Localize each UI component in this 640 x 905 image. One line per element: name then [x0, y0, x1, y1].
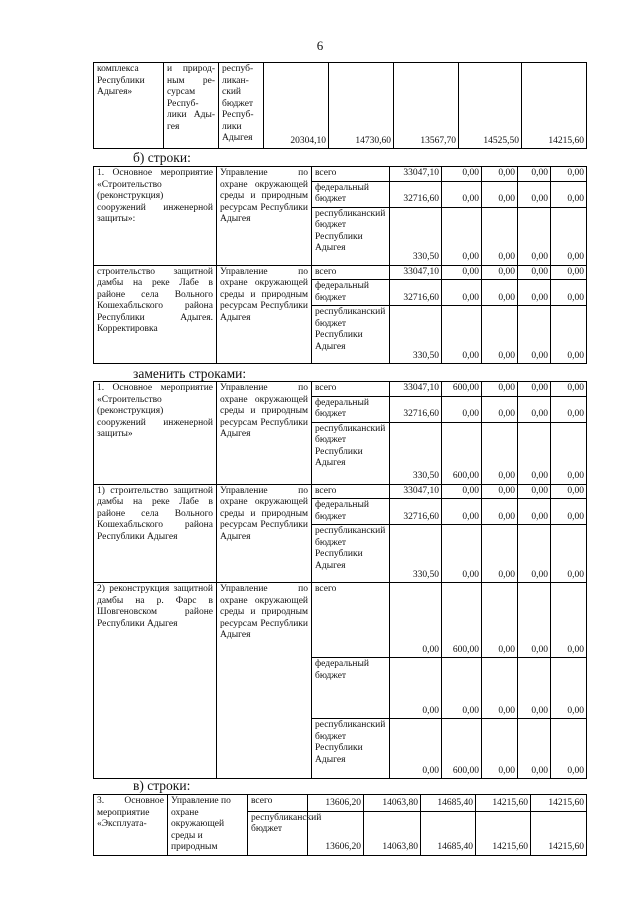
- top-fragment-org: и природ-ным ре-сурсам Респуб-лики Ады-гея: [164, 63, 219, 149]
- table-cell: 0,00: [551, 484, 587, 499]
- row-title: 1) строительство защитной дамбы на реке Лабе в районе села Вольного Кошехабльского района Республики Адыгея: [94, 484, 217, 583]
- table-cell: 0,00: [482, 499, 518, 525]
- table-cell: 0,00: [551, 382, 587, 397]
- funding-source: республиканский бюджет Республики Адыгея: [312, 719, 390, 779]
- table-cell: 0,00: [518, 525, 551, 583]
- row-organization: Управление по охране окружающей среды и природным ресурсам Республики Адыгея: [217, 484, 312, 583]
- table-cell: 0,00: [482, 207, 518, 265]
- funding-source: республиканский бюджет Республики Адыгея: [312, 207, 390, 265]
- table-cell: 0,00: [551, 719, 587, 779]
- heading-v: в) строки:: [133, 778, 191, 793]
- table-cell: 0,00: [482, 484, 518, 499]
- funding-source: республиканский бюджет Республики Адыгея: [312, 525, 390, 583]
- table-cell: 33047,10: [390, 265, 442, 280]
- table-cell: 600,00: [442, 719, 482, 779]
- table-cell: 14215,60: [476, 795, 531, 812]
- table-cell: 0,00: [518, 167, 551, 182]
- table-cell: 32716,60: [390, 499, 442, 525]
- table-cell: 0,00: [482, 280, 518, 306]
- row-title: 2) реконструкция защитной дамбы на р. Фарс в Шовгеновском районе Республики Адыгея: [94, 583, 217, 779]
- table-cell: 0,00: [482, 167, 518, 182]
- table-cell: 0,00: [551, 499, 587, 525]
- table-cell: 0,00: [442, 396, 482, 422]
- table-cell: 14215,60: [522, 63, 587, 149]
- table-cell: 13606,20: [308, 795, 364, 812]
- table-cell: 0,00: [518, 499, 551, 525]
- table-cell: 0,00: [518, 181, 551, 207]
- table-cell: 33047,10: [390, 382, 442, 397]
- table-cell: 14215,60: [531, 811, 587, 855]
- table-cell: 32716,60: [390, 396, 442, 422]
- table-cell: 0,00: [518, 306, 551, 364]
- row-title: 1. Основное мероприятие «Строительство (реконструкция) сооружений инженерной защиты»: [94, 382, 217, 485]
- table-cell: 0,00: [518, 207, 551, 265]
- replacement-table: [93, 381, 587, 779]
- table-cell: 0,00: [482, 525, 518, 583]
- table-cell: 32716,60: [390, 280, 442, 306]
- table-cell: 0,00: [482, 396, 518, 422]
- table-cell: 0,00: [518, 396, 551, 422]
- table-cell: 0,00: [551, 306, 587, 364]
- row-organization: Управление по охране окружающей среды и природным ресурсам Республики Адыгея: [217, 167, 312, 266]
- table-cell: 14525,50: [459, 63, 522, 149]
- table-cell: 0,00: [482, 181, 518, 207]
- table-cell: 0,00: [518, 484, 551, 499]
- table-cell: 14685,40: [421, 795, 476, 812]
- row-organization: Управление по охране окружающей среды и природным ресурсам Республики Адыгея: [217, 583, 312, 779]
- table-cell: 600,00: [442, 382, 482, 397]
- table-cell: 0,00: [390, 583, 442, 658]
- page-number: 6: [316, 38, 324, 53]
- table-cell: 13606,20: [308, 811, 364, 855]
- table-cell: 0,00: [482, 583, 518, 658]
- table-cell: 0,00: [390, 658, 442, 719]
- table-cell: 330,50: [390, 207, 442, 265]
- table-cell: 13567,70: [394, 63, 459, 149]
- table-cell: 14730,60: [329, 63, 394, 149]
- funding-source: республиканский бюджет: [248, 811, 308, 855]
- table-cell: 0,00: [551, 207, 587, 265]
- table-cell: 0,00: [551, 280, 587, 306]
- funding-source: всего: [312, 484, 390, 499]
- top-fragment-table: [93, 62, 587, 149]
- funding-source: всего: [312, 265, 390, 280]
- row-organization: Управление по охране окружающей среды и природным: [168, 795, 248, 856]
- table-cell: 0,00: [482, 422, 518, 484]
- table-cell: 0,00: [482, 719, 518, 779]
- table-cell: 0,00: [551, 181, 587, 207]
- row-title: строительство защитной дамбы на реке Лабе в районе села Вольного Кошехабльского района Республики Адыгея. Корректировка: [94, 265, 217, 364]
- table-cell: 0,00: [551, 396, 587, 422]
- funding-source: федеральный бюджет: [312, 658, 390, 719]
- table-cell: 14215,60: [476, 811, 531, 855]
- top-fragment-source: респуб-ликан-ский бюджет Респуб-лики Адыгея: [219, 63, 264, 149]
- table-cell: 0,00: [518, 583, 551, 658]
- table-cell: 0,00: [518, 422, 551, 484]
- section-b-table: [93, 166, 587, 364]
- funding-source: федеральный бюджет: [312, 181, 390, 207]
- top-fragment-title: комплекса Республики Адыгея»: [94, 63, 164, 149]
- funding-source: всего: [312, 382, 390, 397]
- table-cell: 33047,10: [390, 484, 442, 499]
- table-cell: 0,00: [442, 181, 482, 207]
- table-cell: 20304,10: [264, 63, 329, 149]
- table-cell: 330,50: [390, 525, 442, 583]
- table-cell: 0,00: [442, 280, 482, 306]
- table-cell: 0,00: [518, 265, 551, 280]
- table-cell: 0,00: [518, 382, 551, 397]
- table-cell: 330,50: [390, 422, 442, 484]
- table-cell: 0,00: [518, 658, 551, 719]
- table-cell: 0,00: [482, 306, 518, 364]
- table-cell: 0,00: [551, 525, 587, 583]
- table-cell: 14685,40: [421, 811, 476, 855]
- table-cell: 330,50: [390, 306, 442, 364]
- table-cell: 600,00: [442, 583, 482, 658]
- table-cell: 0,00: [442, 167, 482, 182]
- table-cell: 14063,80: [364, 811, 421, 855]
- table-cell: 0,00: [442, 525, 482, 583]
- funding-source: всего: [312, 583, 390, 658]
- table-cell: 33047,10: [390, 167, 442, 182]
- table-cell: 0,00: [482, 265, 518, 280]
- table-cell: 0,00: [442, 306, 482, 364]
- funding-source: всего: [248, 795, 308, 812]
- funding-source: республиканский бюджет Республики Адыгея: [312, 306, 390, 364]
- table-cell: 0,00: [518, 280, 551, 306]
- table-cell: 0,00: [442, 499, 482, 525]
- row-title: 3. Основное мероприятие «Эксплуата-: [94, 795, 168, 856]
- table-cell: 14063,80: [364, 795, 421, 812]
- table-cell: 14215,60: [531, 795, 587, 812]
- table-cell: 0,00: [518, 719, 551, 779]
- row-organization: Управление по охране окружающей среды и природным ресурсам Республики Адыгея: [217, 265, 312, 364]
- row-title: 1. Основное мероприятие «Строительство (реконструкция) сооружений инженерной защиты»:: [94, 167, 217, 266]
- table-cell: 0,00: [551, 167, 587, 182]
- table-cell: 0,00: [442, 265, 482, 280]
- row-organization: Управление по охране окружающей среды и природным ресурсам Республики Адыгея: [217, 382, 312, 485]
- table-cell: 0,00: [551, 265, 587, 280]
- table-cell: 0,00: [551, 422, 587, 484]
- table-cell: 0,00: [442, 484, 482, 499]
- heading-replace: заменить строками:: [133, 366, 247, 381]
- funding-source: федеральный бюджет: [312, 499, 390, 525]
- funding-source: всего: [312, 167, 390, 182]
- table-cell: 0,00: [390, 719, 442, 779]
- funding-source: федеральный бюджет: [312, 396, 390, 422]
- table-cell: 0,00: [482, 658, 518, 719]
- funding-source: республиканский бюджет Республики Адыгея: [312, 422, 390, 484]
- table-cell: 600,00: [442, 422, 482, 484]
- table-cell: 32716,60: [390, 181, 442, 207]
- table-cell: 0,00: [482, 382, 518, 397]
- table-cell: 0,00: [442, 658, 482, 719]
- table-cell: 0,00: [551, 658, 587, 719]
- section-v-table: [93, 794, 587, 856]
- funding-source: федеральный бюджет: [312, 280, 390, 306]
- table-cell: 0,00: [442, 207, 482, 265]
- heading-b: б) строки:: [133, 150, 191, 165]
- table-cell: 0,00: [551, 583, 587, 658]
